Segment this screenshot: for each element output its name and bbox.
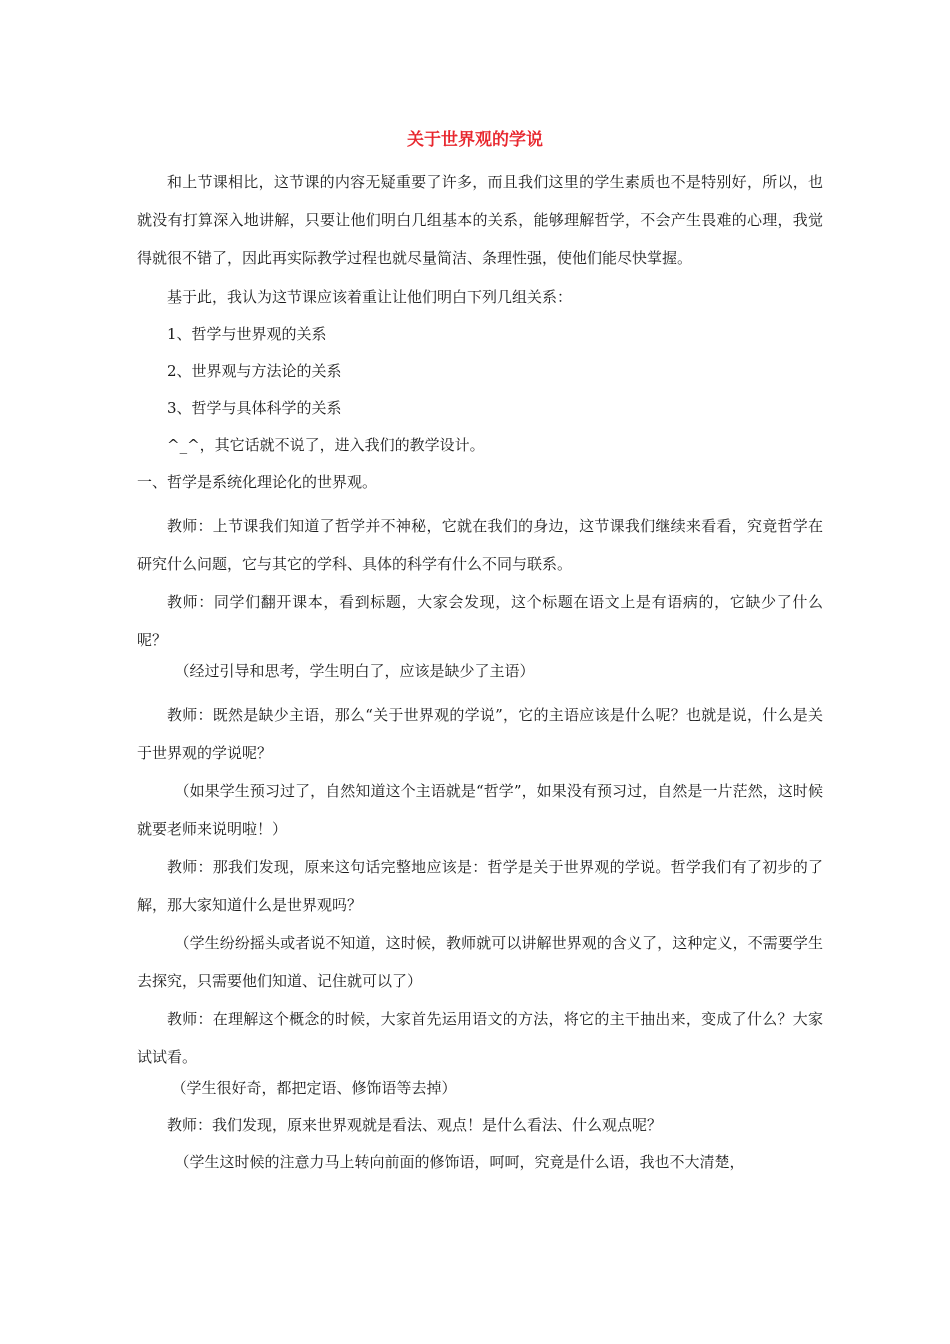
paragraph-student-3: （学生纷纷摇头或者说不知道，这时候，教师就可以讲解世界观的含义了，这种定义，不需要学生去探究，只需要他们知道、记住就可以了） [137,934,823,990]
paragraph-teacher-5: 教师：在理解这个概念的时候，大家首先运用语文的方法，将它的主干抽出来，变成了什么？大家试试看。 [137,1010,823,1066]
paragraph-student-5: （学生这时候的注意力马上转向前面的修饰语，呵呵，究竟是什么语，我也不大清楚， [174,1153,745,1171]
paragraph-teacher-6: 教师：我们发现，原来世界观就是看法、观点！是什么看法、什么观点呢？ [167,1116,663,1134]
list-item-2: 2、世界观与方法论的关系 [167,362,342,380]
list-item-3: 3、哲学与具体科学的关系 [167,399,342,417]
paragraph-intro: 和上节课相比，这节课的内容无疑重要了许多，而且我们这里的学生素质也不是特别好，所以，也就没有打算深入地讲解，只要让他们明白几组基本的关系，能够理解哲学，不会产生畏难的心理，我觉得就很不错了，因此再实际教学过程也就尽量简洁、条理性强，使他们能尽快掌握。 [137,173,823,267]
paragraph-student-2: （如果学生预习过了，自然知道这个主语就是“哲学”，如果没有预习过，自然是一片茫然，这时候就要老师来说明啦！） [137,782,823,838]
paragraph-teacher-1: 教师：上节课我们知道了哲学并不神秘，它就在我们的身边，这节课我们继续来看看，究竟哲学在研究什么问题，它与其它的学科、具体的科学有什么不同与联系。 [137,517,823,573]
paragraph-basis: 基于此，我认为这节课应该着重让让他们明白下列几组关系： [167,288,573,306]
paragraph-teacher-3: 教师：既然是缺少主语，那么“关于世界观的学说”，它的主语应该是什么呢？也就是说，什么是关于世界观的学说呢？ [137,706,823,762]
paragraph-teacher-2: 教师：同学们翻开课本，看到标题，大家会发现，这个标题在语文上是有语病的，它缺少了什么呢？ [137,593,823,649]
document-body [137,163,823,1187]
list-item-1: 1、哲学与世界观的关系 [167,325,327,343]
document-title: 关于世界观的学说 [407,130,543,150]
paragraph-student-4: （学生很好奇，都把定语、修饰语等去掉） [171,1079,457,1097]
paragraph-student-1: （经过引导和思考，学生明白了，应该是缺少了主语） [174,662,535,680]
section-heading-1: 一、哲学是系统化理论化的世界观。 [137,473,378,491]
paragraph-transition: ^_^，其它话就不说了，进入我们的教学设计。 [167,436,485,454]
paragraph-teacher-4: 教师：那我们发现，原来这句话完整地应该是：哲学是关于世界观的学说。哲学我们有了初步的了解，那大家知道什么是世界观吗？ [137,858,823,914]
